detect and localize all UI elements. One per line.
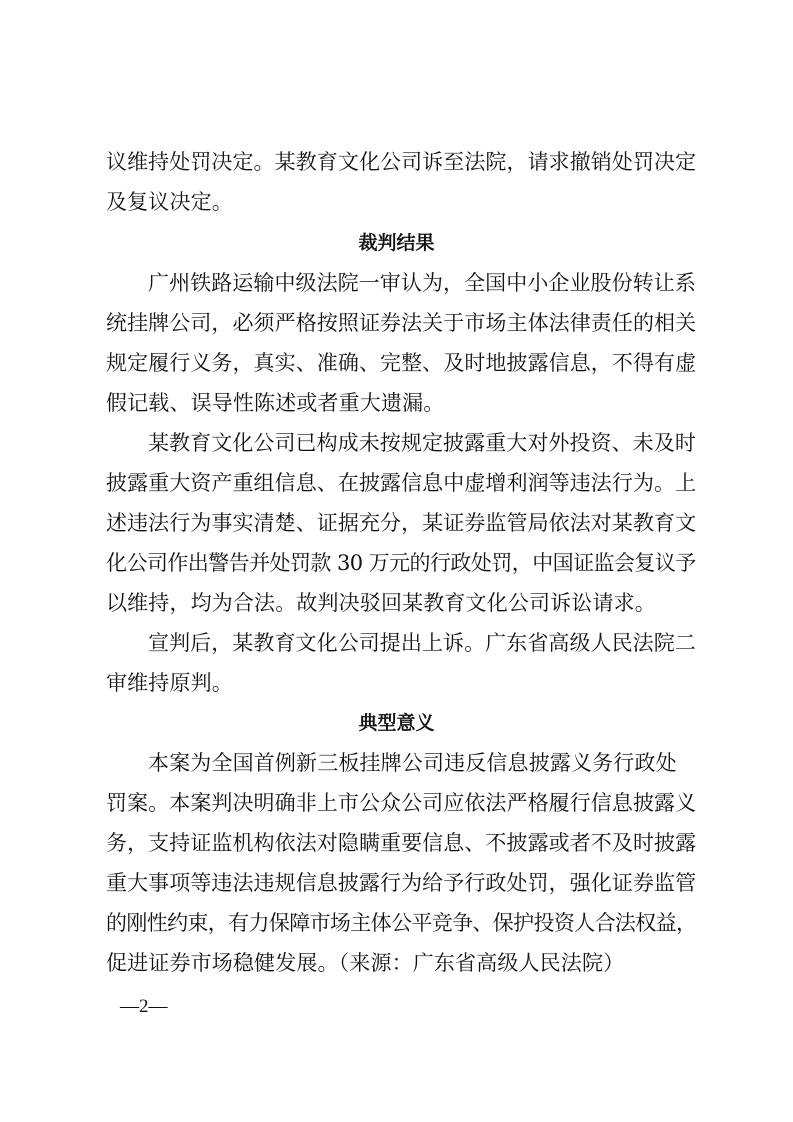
paragraph-line: 披露重大资产重组信息、在披露信息中虚增利润等违法行为。上 [106,471,697,495]
paragraph-line: 议维持处罚决定。某教育文化公司诉至法院，请求撤销处罚决定 [106,150,697,174]
paragraph-line: 重大事项等违法违规信息披露行为给予行政处罚，强化证券监管 [106,871,697,895]
paragraph-line: 述违法行为事实清楚、证据充分，某证券监管局依法对某教育文 [106,511,697,535]
paragraph-line: 规定履行义务，真实、准确、完整、及时地披露信息，不得有虚 [106,351,697,375]
section-heading-typical-significance: 典型意义 [358,712,435,734]
section-heading-judgment-result: 裁判结果 [358,232,435,254]
paragraph-line: 的刚性约束，有力保障市场主体公平竞争、保护投资人合法权益， [106,911,697,935]
paragraph-line: 本案为全国首例新三板挂牌公司违反信息披露义务行政处 [148,751,677,775]
paragraph-line: 宣判后，某教育文化公司提出上诉。广东省高级人民法院二 [148,631,696,655]
paragraph-line: 以维持，均为合法。故判决驳回某教育文化公司诉讼请求。 [106,591,656,615]
paragraph-line: 化公司作出警告并处罚款 30 万元的行政处罚，中国证监会复议予 [106,551,696,575]
paragraph-line: 务，支持证监机构依法对隐瞒重要信息、不披露或者不及时披露 [106,831,697,855]
paragraph-line: 统挂牌公司，必须严格按照证券法关于市场主体法律责任的相关 [106,311,697,335]
paragraph-line: 广州铁路运输中级法院一审认为，全国中小企业股份转让系 [148,271,696,295]
paragraph-line: 审维持原判。 [106,671,233,695]
paragraph-line: 促进证券市场稳健发展。（来源：广东省高级人民法院） [106,951,625,975]
page-number: —2— [120,996,168,1017]
paragraph-line: 罚案。本案判决明确非上市公众公司应依法严格履行信息披露义 [106,791,697,815]
paragraph-line: 某教育文化公司已构成未按规定披露重大对外投资、未及时 [148,431,696,455]
paragraph-line: 及复议决定。 [106,190,233,214]
paragraph-line: 假记载、误导性陈述或者重大遗漏。 [106,391,445,415]
